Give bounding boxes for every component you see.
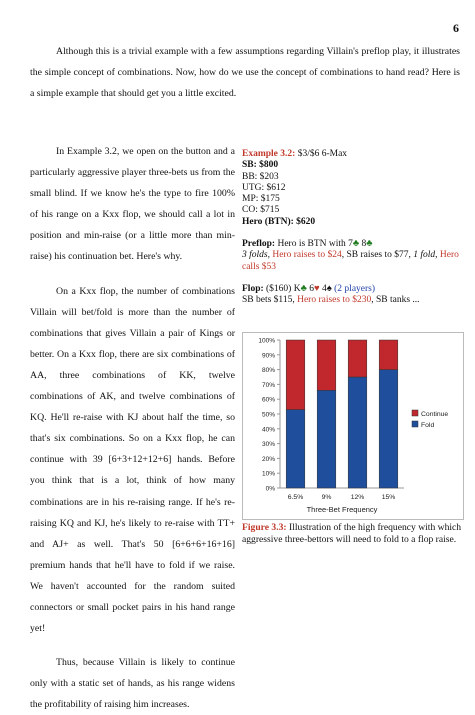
paragraph-example-intro: In Example 3.2, we open on the button and a particularly aggressive player three-bets us from the small blind. If we know he's the type to fire 100% of his range on a Kxx flop, we should call a lot in position and min-raise (or a little more than min-raise) his continuation bet. Here's why. xyxy=(30,146,235,263)
club-suit-icon: ♣ xyxy=(352,239,360,250)
example-title xyxy=(242,149,464,160)
club-suit-icon: ♣ xyxy=(300,283,307,294)
x-tick-label: 15% xyxy=(381,494,396,501)
preflop-card2: 8 xyxy=(359,239,367,250)
preflop-hero-raise: Hero raises to $24 xyxy=(272,250,342,261)
intro-paragraph xyxy=(30,41,460,104)
y-tick-label: 30% xyxy=(261,441,275,449)
stack-co: CO: $715 xyxy=(242,205,280,216)
y-tick-label: 0% xyxy=(265,485,275,493)
bar-continue-segment xyxy=(348,340,367,377)
flop-players: (2 players) xyxy=(331,283,376,294)
chart-canvas xyxy=(242,332,464,520)
y-tick-label: 70% xyxy=(261,381,275,389)
hand-history-panel xyxy=(242,149,464,318)
flop-rank-2: 6 xyxy=(306,283,314,294)
preflop-folds: 3 folds xyxy=(242,250,268,261)
preflop-label: Preflop: xyxy=(242,239,276,250)
y-tick-label: 90% xyxy=(261,352,275,360)
stack-hero: Hero (BTN): $620 xyxy=(242,216,316,227)
y-tick-label: 10% xyxy=(261,470,275,478)
x-tick-label: 6.5% xyxy=(287,494,304,501)
fold-frequency-chart xyxy=(242,332,464,520)
legend-label-continue: Continue xyxy=(421,411,449,418)
y-tick-label: 60% xyxy=(261,396,275,404)
preflop-sep2: , xyxy=(435,250,440,261)
flop-block xyxy=(242,284,464,307)
club-suit-icon: ♣ xyxy=(366,239,373,250)
y-tick-label: 50% xyxy=(261,411,275,419)
paragraph-conclusion: Thus, because Villain is likely to continue only with a static set of hands, as his range widens the profitability of raising him increases. xyxy=(30,657,235,711)
intro-text: Although this is a trivial example with a few assumptions regarding Villain's preflop play, it illustrates the simple concept of combinations. Now, how do we use the concept of combinations to hand read? Here is a simple example that should get you a little excited. xyxy=(30,46,460,99)
example-label: Example 3.2: xyxy=(242,149,296,159)
preflop-block xyxy=(242,239,464,273)
flop-line xyxy=(242,284,464,295)
stack-mp: MP: $175 xyxy=(242,194,280,205)
flop-rank-3: 4 xyxy=(319,283,327,294)
bar-fold-segment xyxy=(348,377,367,488)
paragraph-combinations: On a Kxx flop, the number of combinations Villain will bet/fold is more than the number of combinations that gives Villain a pair of Kings or better. On a Kxx flop, there are six combinations of AA, three combinations of KK, twelve combinations of AK, and twelve combinations of KQ. He'll re-raise with KJ about half the time, so that's six combinations. So on a Kxx flop, he can continue with 39 [6+3+12+12+6] hands. Before you think that is a lot, think of how many combinations are in his re-raising range. If he's re-raising KQ and KJ, he's likely to re-raise with TT+ and AJ+ as well. That's 50 [6+6+6+16+16] premium hands that he'll have to fold if we raise. We haven't accounted for the random suited connectors or small pocket pairs in his hand range yet! xyxy=(30,285,235,635)
y-tick-label: 40% xyxy=(261,426,275,434)
flop-hero-raises: Hero raises to $230 xyxy=(297,295,372,306)
legend-swatch-continue xyxy=(412,410,418,416)
x-axis-label: Three-Bet Frequency xyxy=(306,505,378,514)
bar-continue-segment xyxy=(317,340,336,390)
bar-fold-segment xyxy=(317,390,336,488)
flop-sb-bets: SB bets $115, xyxy=(242,295,298,306)
preflop-sep: , xyxy=(267,250,273,261)
example-stakes: $3/$6 6-Max xyxy=(295,149,348,159)
figure-caption-label: Figure 3.3: xyxy=(242,522,287,533)
preflop-line xyxy=(242,239,464,250)
bar-continue-segment xyxy=(286,340,305,410)
preflop-hero-cards: Hero is BTN with 7 xyxy=(275,239,353,250)
x-tick-label: 9% xyxy=(321,494,332,501)
preflop-hero-calls: Hero calls $53 xyxy=(242,250,459,272)
bar-fold-segment xyxy=(379,370,398,488)
figure-caption-text: Illustration of the high frequency with which aggressive three-bettors will need to fold to a flop raise. xyxy=(242,522,462,545)
page-number: 6 xyxy=(453,21,459,35)
example-block xyxy=(242,149,464,228)
preflop-sb-raise: , SB raises to $77, xyxy=(341,250,414,261)
spade-suit-icon: ♠ xyxy=(326,283,332,294)
y-tick-label: 20% xyxy=(261,455,275,463)
preflop-one-fold: 1 fold xyxy=(413,250,436,261)
bar-fold-segment xyxy=(286,410,305,488)
flop-label: Flop: xyxy=(242,283,264,294)
y-tick-label: 80% xyxy=(261,367,275,375)
stack-bb: BB: $203 xyxy=(242,171,279,182)
stack-sb: SB: $800 xyxy=(242,160,279,171)
flop-tanks: , SB tanks ... xyxy=(371,295,420,306)
stack-utg: UTG: $612 xyxy=(242,182,286,193)
heart-suit-icon: ♥ xyxy=(313,283,320,294)
flop-action xyxy=(242,295,464,306)
figure-caption xyxy=(242,522,462,545)
legend-label-fold: Fold xyxy=(421,422,435,429)
bar-continue-segment xyxy=(379,340,398,370)
x-tick-label: 12% xyxy=(350,494,365,501)
y-tick-label: 100% xyxy=(258,337,275,345)
legend-swatch-fold xyxy=(412,421,418,427)
left-column xyxy=(30,141,235,715)
preflop-action xyxy=(242,250,464,273)
flop-pot: ($160) K xyxy=(263,283,301,294)
